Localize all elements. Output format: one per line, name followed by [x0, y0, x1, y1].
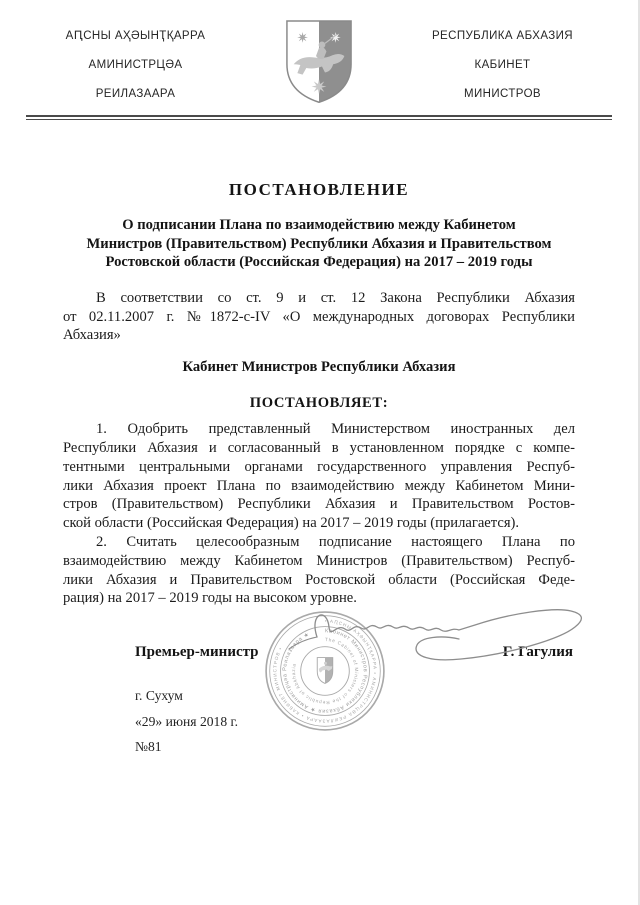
issue-place: г. Сухум [135, 688, 183, 704]
coat-of-arms-icon [281, 18, 357, 106]
text-line: 1. Одобрить представленный Министерством иностранных дел [96, 421, 575, 438]
resolves-label: ПОСТАНОВЛЯЕТ: [249, 395, 389, 412]
letterhead-abkhaz-text [28, 22, 243, 109]
signer-title: Премьер-министр [135, 644, 259, 661]
handwritten-signature [283, 597, 595, 693]
signer-name: Г. Гагулия [502, 644, 573, 661]
text-line: АԤСНЫ АҲӘЫНҬҚАРРА [65, 30, 206, 42]
text-line: АМИНИСТРЦӘА [88, 59, 183, 71]
issue-date: «29» июня 2018 г. [135, 713, 238, 729]
text-line: РЕСПУБЛИКА АБХАЗИЯ [431, 30, 574, 42]
text-line: РЕИЛАЗААРА [95, 88, 176, 100]
text-line: рация) на 2017 – 2019 годы на высоком уровне. [63, 590, 357, 607]
text-line: стров (Правительством) Республики Абхазия и Правительством Ростов- [63, 496, 575, 513]
text-line: ской области (Российская Федерация) на 2017 – 2019 годы (прилагается). [63, 515, 520, 532]
seal-ring-inner-text: The Cabinet of Ministers of the Republic of Abkhazia [291, 637, 359, 705]
letterhead [0, 0, 638, 109]
preamble-paragraph [63, 289, 575, 345]
text-line: МИНИСТРОВ [464, 88, 541, 100]
letterhead-russian-text [395, 22, 610, 109]
text-line: лики Абхазия и Правительством Ростовской области (Российская Феде- [63, 571, 575, 588]
clause-1 [63, 420, 575, 533]
text-line: лики Абхазия проект Плана по взаимодействию между Кабинетом Мини- [63, 477, 575, 494]
text-line: взаимодействию между Кабинетом Министров (Правительством) Респуб- [63, 552, 575, 569]
text-line: 2. Считать целесообразным подписание настоящего Плана по [96, 533, 575, 550]
document-title: ПОСТАНОВЛЕНИЕ [228, 180, 410, 199]
text-line: Абхазия» [63, 327, 121, 344]
seal-ring-middle-text: Кабинет Министров Республики Абхазия ★ Аминистрцәа Реилазаара ★ [282, 628, 368, 714]
header-divider [26, 115, 612, 120]
issue-number: №81 [135, 739, 162, 755]
text-line: Министров (Правительством) Республики Абхазия и Правительством [86, 235, 552, 252]
text-line: В соответствии со ст. 9 и ст. 12 Закона Республики Абхазия [96, 289, 575, 306]
seal-ring-outer-text: • АԤСНЫ АҲӘЫНҬҚАРРА • АМИНИСТРЦӘА РЕИЛАЗААРА • КАБИНЕТ МИНИСТРОВ • [272, 618, 378, 724]
text-line: тентными центральными органами государственного управления Респуб- [63, 458, 575, 475]
text-line: Ростовской области (Российская Федерация) на 2017 – 2019 годы [105, 254, 533, 271]
text-line: О подписании Плана по взаимодействию между Кабинетом [122, 217, 516, 233]
document-subject [63, 216, 575, 272]
text-line: Республики Абхазия и согласованный в установленном порядке с компе- [63, 439, 575, 456]
text-line: от 02.11.2007 г. №1872-с-IV «О международных договорах Республики [63, 308, 575, 325]
issuing-body: Кабинет Министров Республики Абхазия [182, 359, 456, 376]
text-line: КАБИНЕТ [474, 59, 531, 71]
